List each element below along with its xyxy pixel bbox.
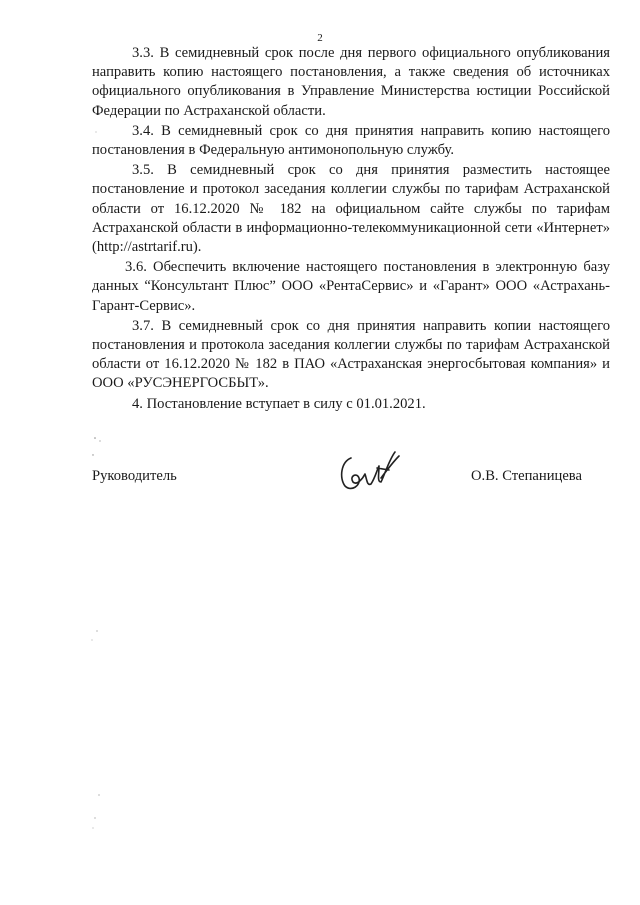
paragraph-3-5: 3.5. В семидневный срок со дня принятия разместить настоящее постановление и протокол заседания коллегии службы по тарифам Астраханской области от 16.12.2020 № 182 на официальном сайте службы по тарифам Астраханской области в информационно-телекоммуникационной сети «Интернет» (http://astrtarif.ru). <box>92 162 610 256</box>
paragraph-4: 4. Постановление вступает в силу с 01.01.2021. <box>132 395 426 412</box>
page-number: 2 <box>317 32 323 44</box>
paragraph-3-3: 3.3. В семидневный срок после дня первого официального опубликования направить копию настоящего постановления, а также сведения об источниках официального опубликования в Управление Министерства юстиции Российской Федерации по Астраханской области. <box>92 45 610 119</box>
signature-block <box>92 448 610 498</box>
paragraph-3-4: 3.4. В семидневный срок со дня принятия направить копию настоящего постановления в Федеральную антимонопольную службу. <box>92 122 610 159</box>
paragraph-3-6: 3.6. Обеспечить включение настоящего постановления в электронную базу данных “Консультант Плюс” ООО «РентаСервис» и «Гарант» ООО «Астрахань-Гарант-Сервис». <box>92 259 610 314</box>
document-body <box>92 44 610 415</box>
signer-name: О.В. Степаницева <box>471 468 582 484</box>
handwritten-signature <box>337 448 405 496</box>
paragraph-3-7: 3.7. В семидневный срок со дня принятия направить копии настоящего постановления и протокола заседания коллегии службы по тарифам Астраханской области от 16.12.2020 № 182 в ПАО «Астраханская энергосбытовая компания» и ООО «РУСЭНЕРГОСБЫТ». <box>92 317 610 392</box>
signer-position: Руководитель <box>92 468 177 484</box>
